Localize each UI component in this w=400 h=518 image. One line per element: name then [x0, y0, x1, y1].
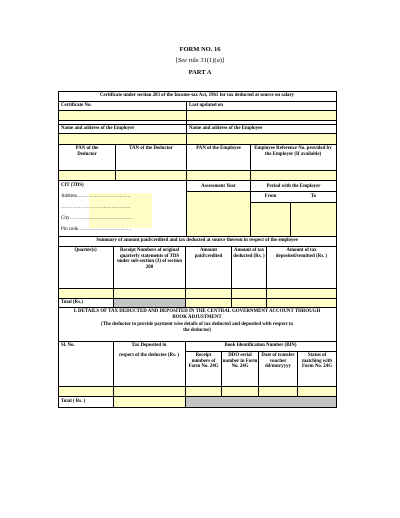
employer-name-field[interactable] [58, 134, 186, 144]
address-line-2: ……………………………………. [61, 205, 131, 210]
tax-deposited-header: Amount of tax deposited/remitted (Rs. ) [275, 248, 328, 259]
pan-deductor-field[interactable] [58, 171, 115, 180]
tan-deductor-field[interactable] [116, 171, 186, 180]
certificate-no-label: Certificate No. [61, 103, 92, 108]
pan-deductor-label: PAN of the Deductor [75, 146, 99, 157]
last-updated-field[interactable] [187, 111, 336, 120]
pin-code-line: Pin code…………………………… [61, 227, 132, 232]
tax-deposited-in-header: Tax Deposited in [131, 343, 167, 348]
section1-title: I. DETAILS OF TAX DEDUCTED AND DEPOSITED IN THE CENTRAL GOVERNMENT ACCOUNT THROUGH BOOK ADJUSTMENT [73, 309, 321, 320]
part-heading: PART A [188, 69, 212, 76]
summary-total-label: Total (Rs.) [61, 300, 83, 305]
employer-name-label: Name and address of the Employer [61, 126, 135, 131]
certificate-title: Certificate under section 203 of the Income-tax Act, 1961 for tax deducted at source on salary [99, 93, 295, 98]
address-line: Address…………………………… [61, 194, 131, 199]
summary-total-receipt-cell [114, 298, 185, 307]
rule-reference: [See rule 31(1)(a)] [175, 57, 225, 64]
pan-employee-label: PAN of the Employee [196, 146, 241, 151]
cit-tds-label: CIT (TDS) [61, 183, 84, 188]
pan-employee-field[interactable] [187, 171, 250, 180]
tax-deposited-respect-header: respect of the deductee (Rs. ) [119, 353, 179, 358]
tan-deductor-label: TAN of the Deductor [129, 146, 173, 151]
quarter-header: Quarter(s) [74, 248, 97, 253]
section1-data-row[interactable] [58, 387, 336, 396]
receipt-numbers-header: Receipt Numbers of original quarterly statements of TDS under sub-section (3) of section 200 [117, 248, 182, 270]
period-label: Period with the Employer [266, 184, 321, 189]
period-to-label: To [310, 194, 317, 199]
assessment-year-field[interactable] [187, 192, 250, 236]
form-number: FORM NO. 16 [179, 46, 221, 53]
matching-status-header: Status of matching with Form No. 24G [301, 353, 333, 370]
certificate-no-field[interactable] [58, 111, 186, 120]
summary-total-deposited-field[interactable] [266, 298, 336, 307]
summary-total-deducted-field[interactable] [231, 298, 266, 307]
section1-total-field[interactable] [114, 397, 185, 407]
city-line: City………………………………… [61, 216, 134, 221]
summary-title: Summary of amount paid/credited and tax deducted at source thereon in respect of the employee [96, 238, 298, 243]
employee-name-label: Name and address of the Employee [189, 126, 263, 131]
period-to-field[interactable] [291, 203, 336, 236]
employee-name-field[interactable] [187, 134, 336, 144]
section1-total-label: Total ( Rs. ) [61, 399, 86, 404]
tax-deducted-header: Amount of tax deducted (Rs. ) [233, 248, 265, 259]
transfer-date-header: Date of transfer voucher dd/mm/yyyy [261, 353, 295, 370]
emp-ref-field[interactable] [251, 171, 336, 180]
emp-ref-label: Employee Reference No. provided by the Employer (If available) [254, 146, 332, 157]
period-from-label: From [264, 194, 277, 199]
summary-data-rows[interactable] [58, 289, 336, 298]
bin-header: Book Identification Number (BIN) [224, 343, 297, 348]
amount-paid-header: Amount paid/credited [194, 248, 223, 259]
last-updated-label: Last updated on [189, 103, 223, 108]
period-from-field[interactable] [251, 203, 290, 236]
summary-total-amount-field[interactable] [185, 298, 231, 307]
sl-no-header: Sl. No. [61, 343, 75, 348]
assessment-year-label: Assessment Year [201, 184, 236, 189]
section1-total-bin-cell [185, 397, 336, 407]
section1-subtitle: (The deductor to provide payment wise details of tax deducted and deposited with respect to the deductee) [101, 322, 293, 333]
ddo-serial-header: DDO serial number in Form No. 24G [222, 353, 258, 370]
receipt-24g-header: Receipt numbers of Form No. 24G [188, 353, 219, 370]
